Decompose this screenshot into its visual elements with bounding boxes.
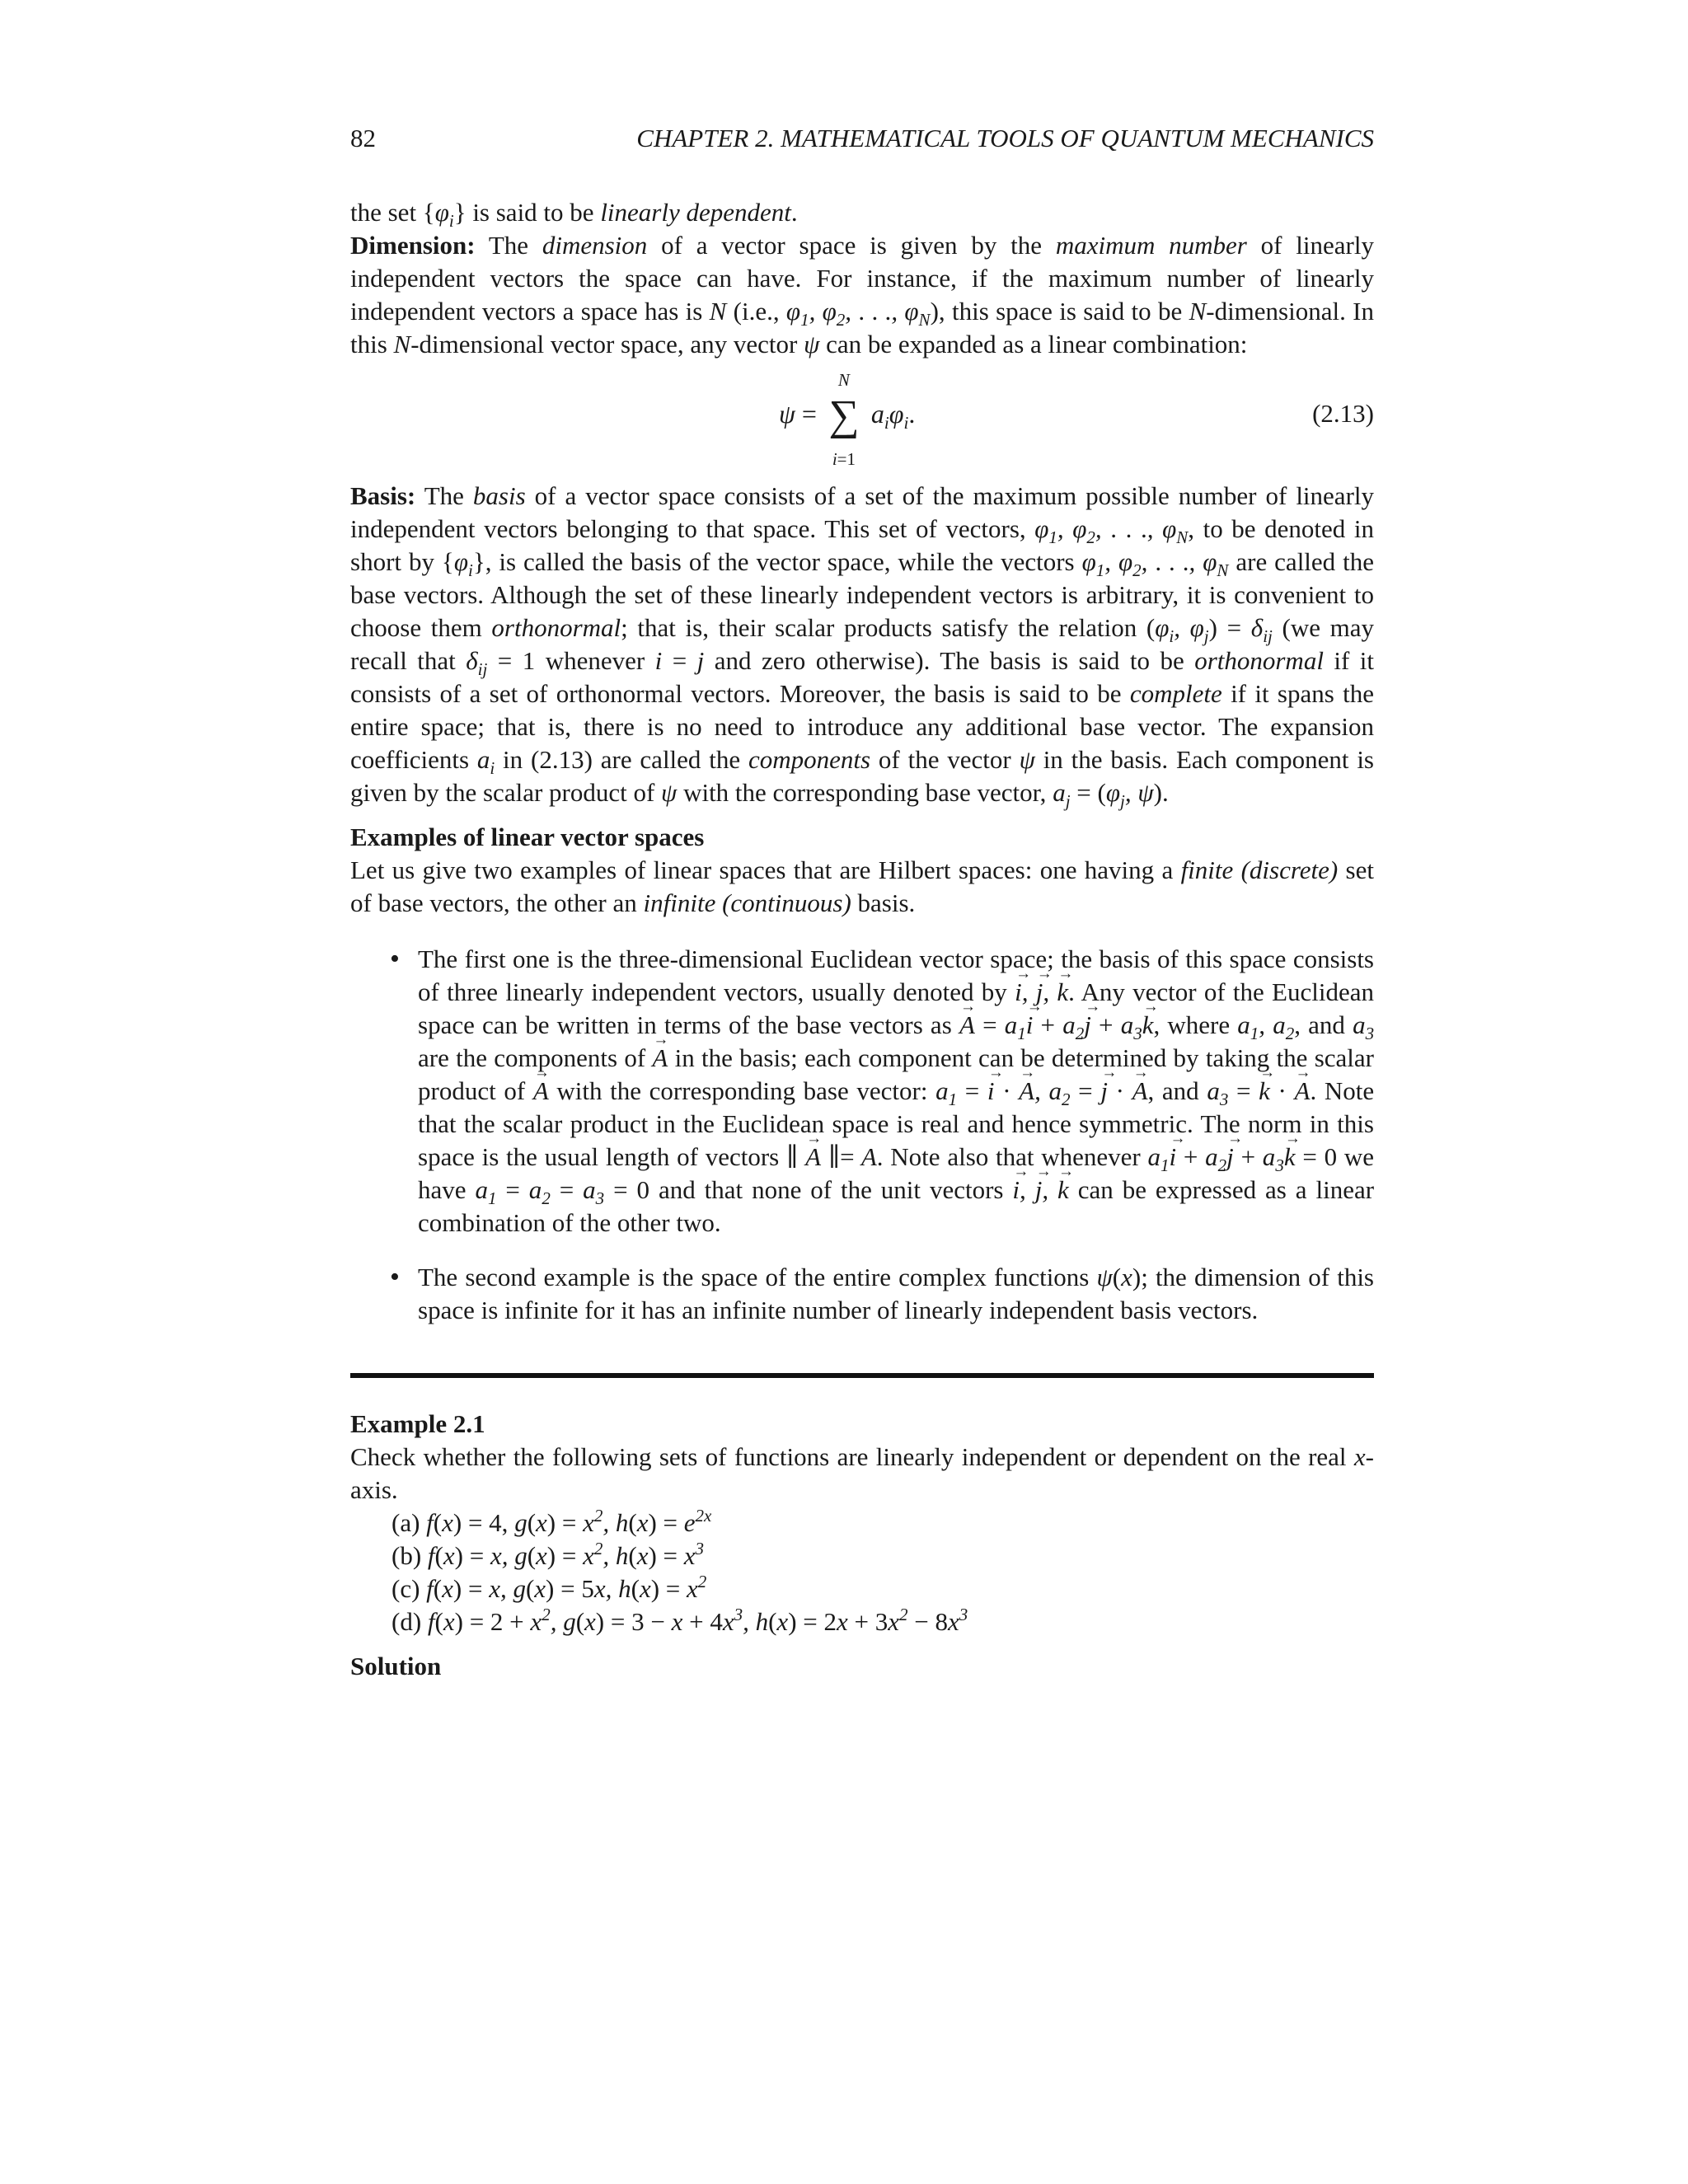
case-a: (a) f(x) = 4, $g(x) = x^2$, $h(x) = e^{2x}$ [392,1506,712,1537]
chapter-title: CHAPTER 2. MATHEMATICAL TOOLS OF QUANTUM MECHANICS [636,124,1374,152]
solution-heading: Solution [350,1652,442,1680]
page-body [350,196,1374,1683]
paragraph-examples-intro: Let us give two examples of linear spaces that are Hilbert spaces: one having a finite (discrete) set of base vectors, the other an infinite (continuous) basis. [350,855,1374,917]
examples-list [350,943,1374,1327]
example-title: Example 2.1 [350,1409,485,1438]
equation-2-13 [350,370,1374,471]
list-item-euclidean: • The first one is the three-dimensional Euclidean vector space; the basis of this space consists of three linearly independent vectors, usually denoted by → i, → j, → k. Any vector of the Euclidean space can be written in terms of the base vectors as → $A = a_1\to i + a_2\to j + a_3\to k$, where $a_1$, $a_2$, and $a_3$ are the components of → A in the basis; each component can be determined by taking the scalar product of → A with the corresponding base vector: $a_1$ = → i · → A, $a_2$ = → j · → A, and $a_3$ = → k · → A. Note that the scalar product in the Euclidean space is real and hence symmetric. The norm in this space is the usual length of vectors ∥ → A ∥= A. Note also that whenever $a_1\to i + a_2\to j + a_3\to k = 0$ we have $a_1 = a_2 = a_3 = 0$ and that none of the unit vectors → i, → j, → k can be expressed as a linear combination of the other two. [418,943,1374,1240]
example-cases [350,1507,1374,1638]
case-d: (d) $f(x) = 2 + x^2$, $g(x) = 3 - x + 4x^3$, $h(x) = 2x + 3x^2 - 8x^3$ [392,1605,968,1636]
example-statement: Check whether the following sets of functions are linearly independent or dependent on the real x-axis. [350,1442,1374,1504]
dimension-label: Dimension: [350,231,476,260]
case-c: (c) f(x) = x, g(x) = 5x, $h(x) = x^2$ [392,1572,707,1603]
equation-expression: ψ = N ∑ i=1 $a_i\varphi_i$. [779,370,916,469]
list-item-complex-functions: • The second example is the space of the entire complex functions ψ(x); the dimension of this space is infinite for it has an infinite number of linearly independent basis vectors. [418,1261,1374,1327]
section-divider [350,1373,1374,1378]
page-number: 82 [350,124,376,152]
case-b: (b) f(x) = x, $g(x) = x^2$, $h(x) = x^3$ [392,1539,705,1570]
paragraph-dimension: Dimension: The dimension of a vector space is given by the maximum number of linearly independent vectors the space can have. For instance, if the maximum number of linearly independent vectors a space has is N (i.e., $\varphi_1$, $\varphi_2$, . . ., $\varphi_N$), this space is said to be N-dimensional. In this N-dimensional vector space, any vector ψ can be expanded as a linear combination: [350,231,1375,359]
paragraph-linearly-dependent: the set $\{\varphi_i\}$ is said to be linearly dependent. [350,198,798,231]
basis-label: Basis: [350,481,416,510]
section-heading-examples: Examples of linear vector spaces [350,823,705,851]
running-header [350,124,1374,160]
paragraph-basis: Basis: The basis of a vector space consists of a set of the maximum possible number of linearly independent vectors belonging to that space. This set of vectors, $\varphi_1$, $\varphi_2$, . . ., $\varphi_N$, to be denoted in short by $\{\varphi_i\}$, is called the basis of the vector space, while the vectors $\varphi_1$, $\varphi_2$, . . ., $\varphi_N$ are called the base vectors. Although the set of these linearly independent vectors is arbitrary, it is convenient to choose them orthonormal; that is, their scalar products satisfy the relation ($\varphi_i$, $\varphi_j) = \delta_{ij}$ (we may recall that $\delta_{ij} = 1$ whenever i = j and zero otherwise). The basis is said to be orthonormal if it consists of a set of orthonormal vectors. Moreover, the basis is said to be complete if it spans the entire space; that is, there is no need to introduce any additional base vector. The expansion coefficients $a_i$ in (2.13) are called the components of the vector ψ in the basis. Each component is given by the scalar product of ψ with the corresponding base vector, $a_j = (\varphi_j$, ψ). [350,481,1375,811]
equation-number: (2.13) [1312,399,1374,428]
